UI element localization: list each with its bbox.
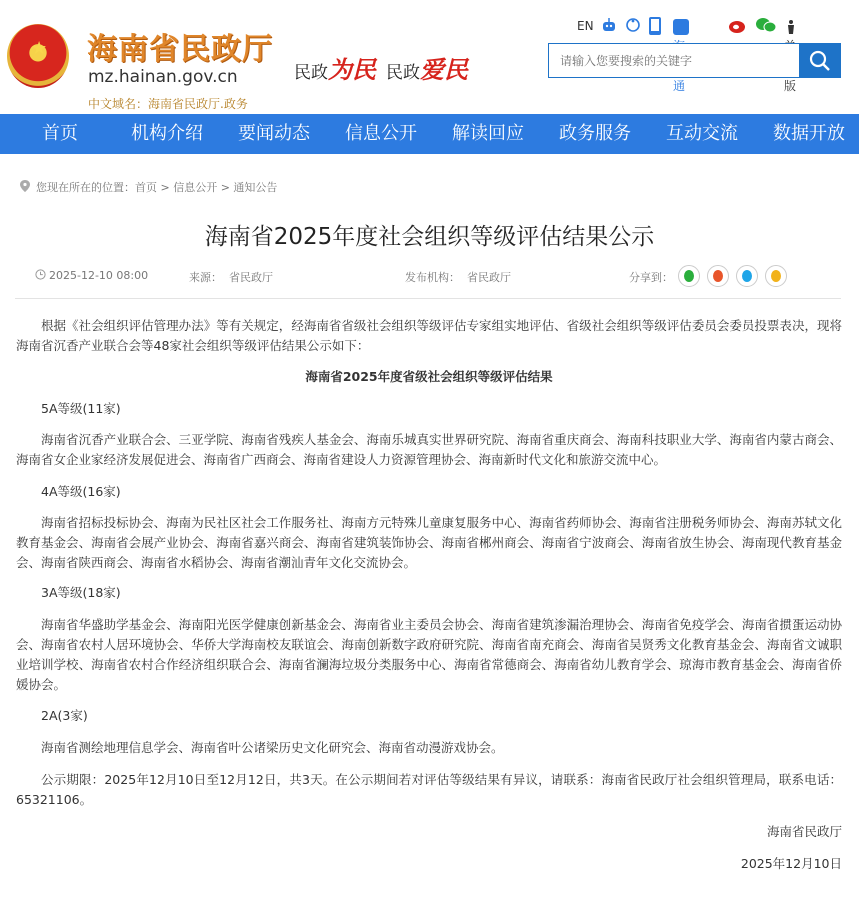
search-button[interactable] (799, 44, 840, 77)
share-label: 分享到： (629, 271, 673, 284)
breadcrumb (20, 179, 277, 195)
hainan-tong-icon (673, 19, 689, 35)
slogan (294, 50, 478, 85)
care-version-link[interactable] (784, 16, 798, 93)
breadcrumb-text[interactable]: 您现在所在的位置：首页 > 信息公开 > 通知公告 (36, 181, 278, 194)
search-box (548, 43, 841, 78)
site-name[interactable]: 海南省民政厅 (87, 32, 273, 67)
weibo-icon[interactable] (728, 16, 748, 36)
share-qzone-icon[interactable] (765, 265, 787, 287)
hainan-tong-label: 通 (673, 79, 686, 93)
level-3a-list: 海南省华盛助学基金会、海南阳光医学健康创新基金会、海南省业主委员会协会、海南省建筑渗漏治理协会、海南省免疫学会、海南省掼蛋运动协会、海南省农村人居环境协会、华侨大学海南校友联谊会、海南创新数字政府研究院、海南省南充商会、海南省吴贤秀文化教育基金会、海南省文诚职业培训学校、海南省农村合作经济组织联合会、海南省澜海垃圾分类服务中心、海南省常德商会、海南省幼儿教育学会、琼海市教育基金会、海南省侨媛协会。 (16, 617, 842, 692)
sign-date: 2025年12月10日 (740, 856, 842, 871)
level-2a-list: 海南省测绘地理信息学会、海南省叶公诸梁历史文化研究会、海南省动漫游戏协会。 (41, 740, 504, 755)
care-version-icon (784, 19, 798, 35)
source (189, 269, 273, 285)
nav-item-interpretation[interactable]: 解读回应 (452, 123, 524, 144)
publisher (405, 269, 511, 285)
publisher-value: 省民政厅 (467, 271, 511, 284)
source-label: 来源： (189, 271, 222, 284)
source-value: 省民政厅 (229, 271, 273, 284)
divider (15, 298, 841, 299)
level-2a-heading: 2A(3家) (41, 708, 88, 723)
publish-date (35, 269, 148, 282)
level-4a-heading: 4A等级(16家) (41, 484, 121, 499)
share-weibo-icon[interactable] (707, 265, 729, 287)
level-5a-heading: 5A等级(11家) (41, 401, 121, 416)
share-qq-icon[interactable] (736, 265, 758, 287)
nav-item-services[interactable]: 政务服务 (559, 123, 631, 144)
english-link[interactable]: EN (577, 19, 594, 33)
main-nav (0, 114, 859, 154)
mobile-icon[interactable] (648, 16, 662, 36)
nav-item-open-data[interactable]: 数据开放 (773, 123, 845, 144)
notice-paragraph: 公示期限：2025年12月10日至12月12日，共3天。在公示期间若对评估等级结果有异议，请联系：海南省民政厅社会组织管理局，联系电话：65321106。 (16, 772, 842, 807)
nav-item-home[interactable]: 首页 (42, 123, 78, 144)
nav-item-news[interactable]: 要闻动态 (238, 123, 310, 144)
slogan-prefix-1: 民政 (294, 63, 328, 83)
level-3a-heading: 3A等级(18家) (41, 585, 121, 600)
slogan-word-1: 为民 (328, 55, 376, 84)
intro-paragraph: 根据《社会组织评估管理办法》等有关规定，经海南省省级社会组织等级评估专家组实地评估、省级社会组织等级评估委员会委员投票表决，现将海南省沉香产业联合会等48家社会组织等级评估结果公示如下： (16, 318, 842, 353)
hainan-tong-link[interactable] (673, 16, 689, 93)
care-version-label: 版 (784, 79, 797, 93)
clock-icon (35, 269, 46, 280)
search-icon (809, 50, 831, 72)
share-wechat-icon[interactable] (678, 265, 700, 287)
site-domain: mz.hainan.gov.cn (88, 67, 238, 87)
robot-icon[interactable] (600, 16, 618, 36)
slogan-prefix-2: 民政 (386, 63, 420, 83)
accessibility-icon[interactable] (624, 16, 642, 36)
site-cn-domain: 中文域名：海南省民政厅.政务 (88, 97, 248, 111)
results-subtitle: 海南省2025年度省级社会组织等级评估结果 (305, 369, 553, 384)
location-pin-icon (20, 180, 30, 192)
nav-item-info-disclosure[interactable]: 信息公开 (345, 123, 417, 144)
publish-date-text: 2025-12-10 08:00 (49, 269, 149, 282)
page-title: 海南省2025年度社会组织等级评估结果公示 (204, 224, 655, 250)
wechat-icon[interactable] (755, 16, 777, 36)
slogan-word-2: 爱民 (420, 55, 468, 84)
nav-item-about[interactable]: 机构介绍 (131, 123, 203, 144)
level-5a-list: 海南省沉香产业联合会、三亚学院、海南省残疾人基金会、海南乐城真实世界研究院、海南省重庆商会、海南科技职业大学、海南省内蒙古商会、海南省女企业家经济发展促进会、海南省广西商会、海南省建设人力资源管理协会、海南新时代文化和旅游交流中心。 (16, 432, 842, 467)
national-emblem-icon: ★ (7, 24, 69, 88)
site-header (0, 0, 859, 114)
search-input[interactable] (549, 44, 799, 77)
nav-item-interaction[interactable]: 互动交流 (666, 123, 738, 144)
level-4a-list: 海南省招标投标协会、海南为民社区社会工作服务社、海南方元特殊儿童康复服务中心、海南省药师协会、海南省注册税务师协会、海南苏轼文化教育基金会、海南省会展产业协会、海南省嘉兴商会、海南省建筑装饰协会、海南省郴州商会、海南省宁波商会、海南省放生协会、海南现代教育基金会、海南省陕西商会、海南省水稻协会、海南省潮汕青年文化交流协会。 (16, 515, 842, 570)
signer: 海南省民政厅 (766, 824, 842, 839)
publisher-label: 发布机构： (405, 271, 460, 284)
